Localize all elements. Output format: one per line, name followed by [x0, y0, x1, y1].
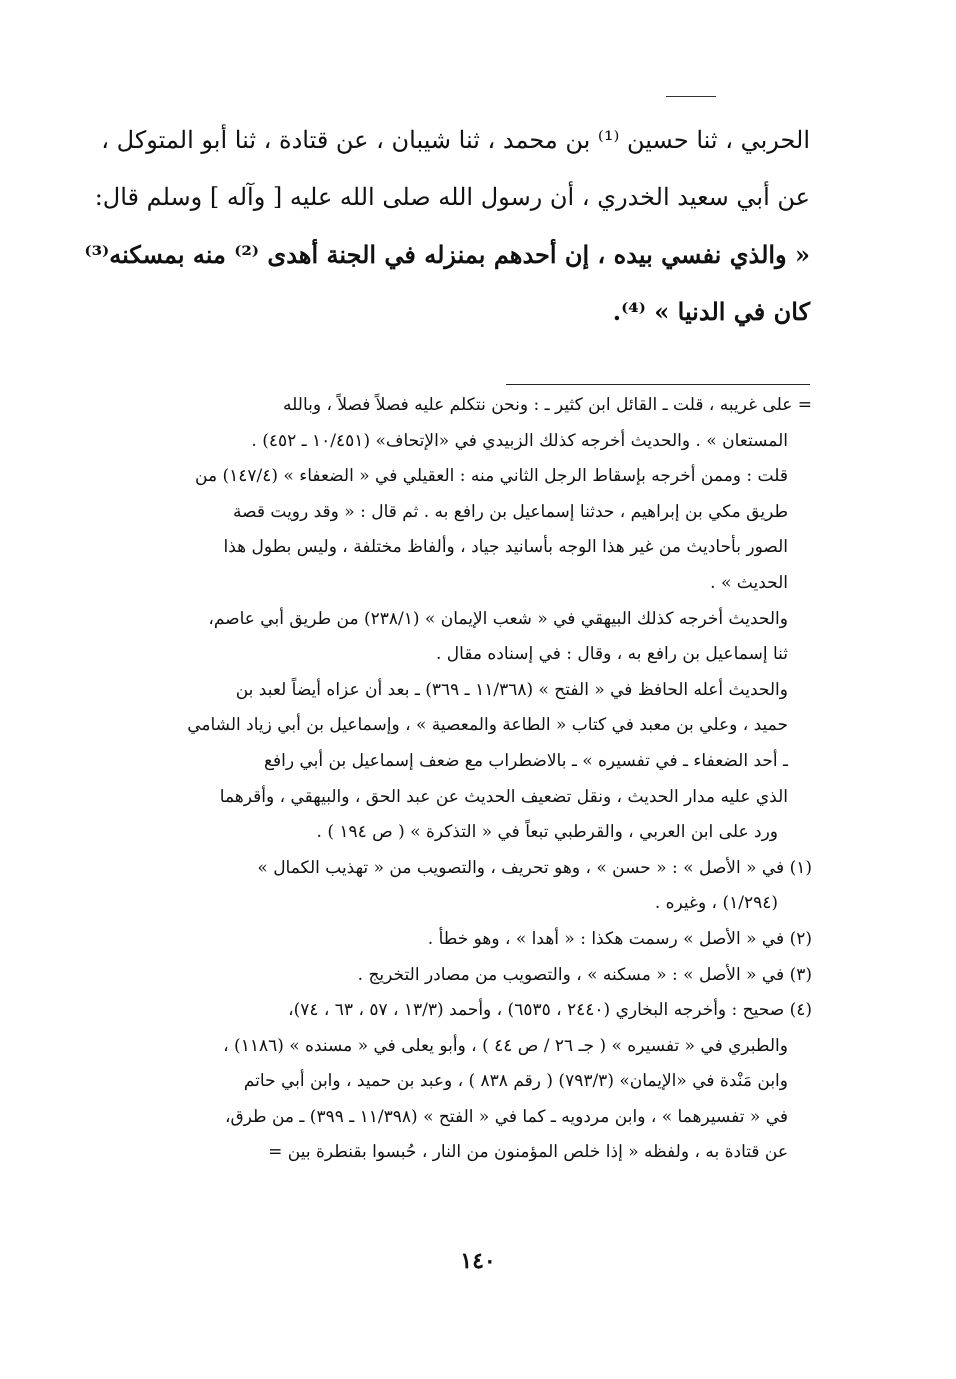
footnote-line: عن قتادة به ، ولفظه « إذا خلص المؤمنون من النار ، حُبسوا بقنطرة بين =	[268, 1142, 788, 1163]
footnote-line: (١/٢٩٤) ، وغيره .	[654, 893, 778, 914]
header-rule	[666, 96, 716, 97]
hadith-line-1: « والذي نفسي بيده ، إن أحدهم بمنزله في الجنة أهدى ⁽²⁾ منه بمسكنه⁽³⁾	[84, 240, 810, 269]
footnote-divider	[506, 384, 810, 385]
footnote-line: في « تفسيرهما » ، وابن مردويه ـ كما في « الفتح » (١١/٣٩٨ ـ ٣٩٩) ـ من طرق،	[224, 1106, 788, 1127]
main-line-2: عن أبي سعيد الخدري ، أن رسول الله صلى الله عليه [ وآله ] وسلم قال:	[94, 183, 810, 211]
footnote-2: (٢) في « الأصل » رسمت هكذا : « أهدا » ، وهو خطأ .	[427, 928, 812, 949]
footnote-line: وابن مَنْدة في «الإيمان» (٧٩٣/٣) ( رقم ٨٣٨ ) ، وعبد بن حميد ، وابن أبي حاتم	[243, 1071, 788, 1092]
page-number: ١٤٠	[460, 1248, 496, 1274]
footnote-line: حميد ، وعلي بن معبد في كتاب « الطاعة والمعصية » ، وإسماعيل بن أبي زياد الشامي	[187, 715, 788, 736]
footnote-3: (٣) في « الأصل » : « مسكنه » ، والتصويب من مصادر التخريج .	[357, 964, 812, 985]
footnote-line: ورد على ابن العربي ، والقرطبي تبعاً في « التذكرة » ( ص ١٩٤ ) .	[316, 822, 778, 843]
footnote-line: = على غريبه ، قلت ـ القائل ابن كثير ـ : ونحن نتكلم عليه فصلاً فصلاً ، وبالله	[283, 395, 812, 415]
footnote-line: والطبري في « تفسيره » ( جـ ٢٦ / ص ٤٤ ) ، وأبو يعلى في « مسنده » (١١٨٦) ،	[223, 1035, 788, 1056]
footnote-line: المستعان » . والحديث أخرجه كذلك الزبيدي في «الإتحاف» (١٠/٤٥١ ـ ٤٥٢) .	[251, 430, 788, 451]
footnotes	[112, 388, 812, 1171]
footnote-1: (١) في « الأصل » : « حسن » ، وهو تحريف ، والتصويب من « تهذيب الكمال »	[257, 857, 812, 878]
footnote-line: ـ أحد الضعفاء ـ في تفسيره » ـ بالاضطراب مع ضعف إسماعيل بن أبي رافع	[264, 750, 788, 771]
footnote-4: (٤) صحيح : وأخرجه البخاري (٢٤٤٠ ، ٦٥٣٥) ، وأحمد (١٣/٣ ، ٥٧ ، ٦٣ ، ٧٤)،	[288, 1000, 812, 1021]
footnote-line: طريق مكي بن إبراهيم ، حدثنا إسماعيل بن رافع به . ثم قال : « وقد رويت قصة	[232, 501, 788, 522]
main-text	[84, 112, 810, 340]
footnote-line: الحديث » .	[710, 572, 788, 593]
footnote-line: ثنا إسماعيل بن رافع به ، وقال : في إسناده مقال .	[435, 644, 788, 665]
footnote-line: والحديث أعله الحافظ في « الفتح » (١١/٣٦٨ ـ ٣٦٩) ـ بعد أن عزاه أيضاً لعبد بن	[235, 679, 788, 700]
footnote-line: الذي عليه مدار الحديث ، ونقل تضعيف الحديث عن عبد الحق ، والبيهقي ، وأقرهما	[219, 786, 788, 807]
footnote-line: الصور بأحاديث من غير هذا الوجه بأسانيد جياد ، وألفاظ مختلفة ، وليس بطول هذا	[223, 537, 788, 558]
hadith-line-2: كان في الدنيا » ⁽⁴⁾.	[612, 297, 810, 326]
main-line-1: الحربي ، ثنا حسين ⁽¹⁾ بن محمد ، ثنا شيبان ، عن قتادة ، ثنا أبو المتوكل ،	[101, 126, 810, 154]
footnote-line: والحديث أخرجه كذلك البيهقي في « شعب الإيمان » (٢٣٨/١) من طريق أبي عاصم،	[208, 608, 788, 629]
footnote-line: قلت : وممن أخرجه بإسقاط الرجل الثاني منه : العقيلي في « الضعفاء » (١٤٧/٤) من	[195, 466, 788, 487]
